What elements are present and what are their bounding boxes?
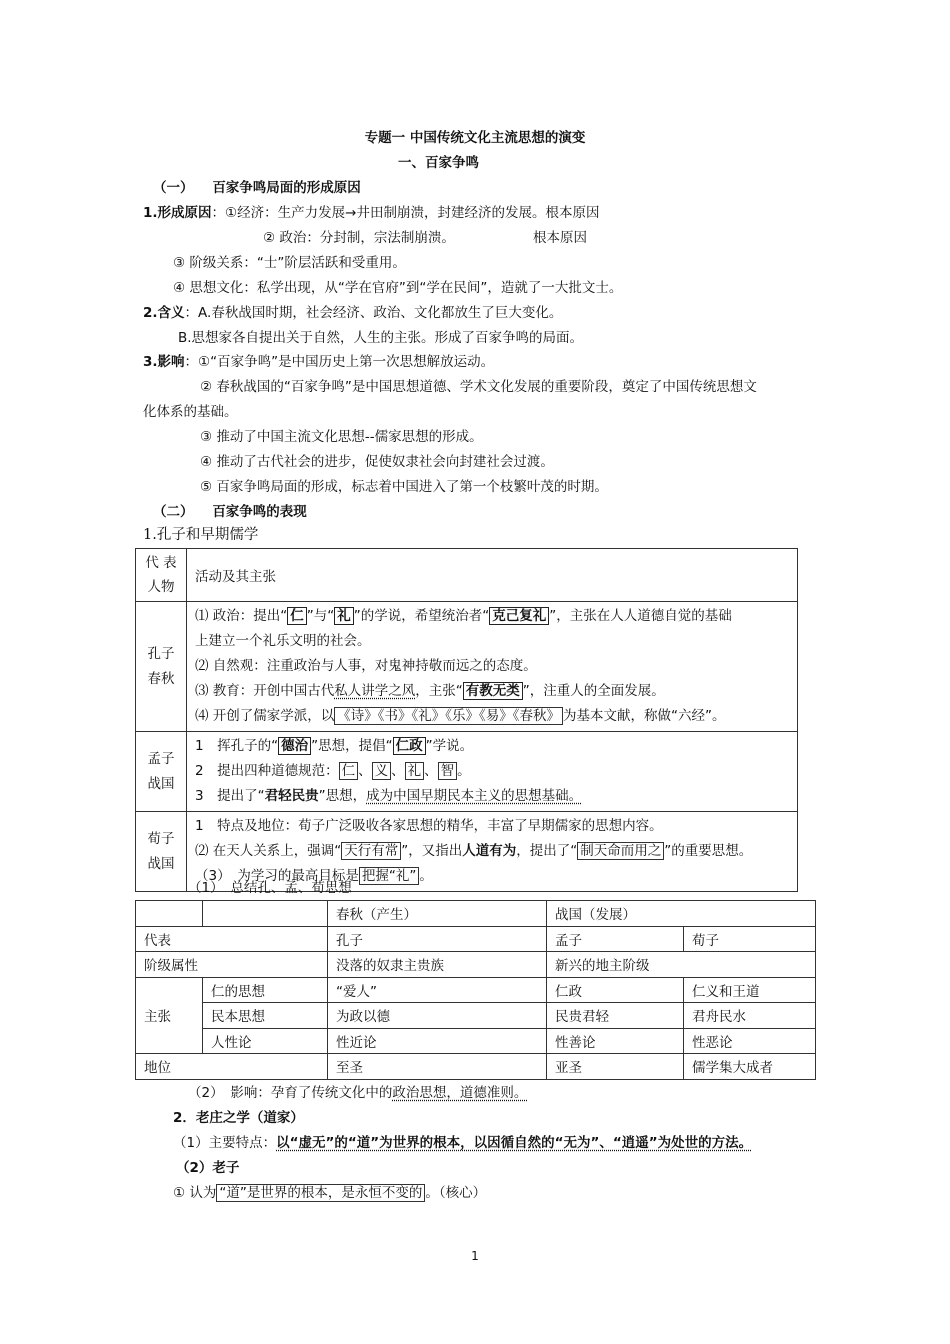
xunzi-line-2: ⑵ 在天人关系上，强调“ 天行有常 ”，又指出人道有为，提出了“ 制天命而用之 ”的重要思想。 <box>195 843 753 859</box>
row-label-nature: 人性论 <box>203 1028 328 1054</box>
reasons-line-1: 1.形成原因：①经济：生产力发展→井田制崩溃，封建经济的发展。根本原因 <box>143 205 600 221</box>
kongzi-line-4: ⑶ 教育：开创中国古代私人讲学之风，主张“ 有教无类 ”，注重人的全面发展。 <box>195 683 665 699</box>
mengzi-line-2: 2 提出四种道德规范： 仁 、 义 、 礼 、 智 。 <box>195 763 471 779</box>
kongzi-name: 孔子春秋 <box>136 602 187 732</box>
meaning-line-1: 2.含义：A.春秋战国时期，社会经济、政治、文化都放生了巨大变化。 <box>143 305 563 321</box>
laozhuang-heading: 2．老庄之学（道家） <box>173 1110 304 1126</box>
section-heading: 一、百家争鸣 <box>398 155 479 171</box>
summary-table <box>135 900 816 1080</box>
laozhuang-features: （1）主要特点：以“虚无”的“道”为世界的根本，以因循自然的“无为”、“逍遥”为处世的方法。 <box>173 1135 753 1151</box>
cell-nature-xunzi: 性恶论 <box>684 1028 816 1054</box>
cell-class-spring: 没落的奴隶主贵族 <box>328 952 547 978</box>
mengzi-content <box>187 732 798 812</box>
xunzi-line-1: 1 特点及地位：荀子广泛吸收各家思想的精华，丰富了早期儒家的思想内容。 <box>195 818 663 834</box>
page-title: 专题一 中国传统文化主流思想的演变 <box>364 130 586 146</box>
mengzi-name: 孟子战国 <box>136 732 187 812</box>
impact-line-5: ⑤ 百家争鸣局面的形成，标志着中国进入了第一个枝繁叶茂的时期。 <box>200 479 608 495</box>
laozi-heading: （2）老子 <box>176 1160 240 1176</box>
row-label-representative: 代表 <box>136 926 328 952</box>
cell-minben-mengzi: 民贵君轻 <box>547 1003 684 1029</box>
cell-xunzi: 荀子 <box>684 926 816 952</box>
impact-line-1: 3.影响：①“百家争鸣”是中国历史上第一次思想解放运动。 <box>143 354 495 370</box>
laozi-line-1: ① 认为 “道”是世界的根本，是永恒不变的 。（核心） <box>173 1185 487 1201</box>
reasons-line-4: ④ 思想文化：私学出现，从“学在官府”到“学在民间”，造就了一大批文士。 <box>173 280 623 296</box>
kongzi-content <box>187 602 798 732</box>
cell-status-mengzi: 亚圣 <box>547 1054 684 1080</box>
cell-minben-xunzi: 君舟民水 <box>684 1003 816 1029</box>
header-activities: 活动及其主张 <box>187 549 798 602</box>
confucian-table <box>135 548 798 892</box>
cell-mengzi: 孟子 <box>547 926 684 952</box>
summary-heading: （1） 总结孔、孟、荀思想 <box>188 880 352 896</box>
cell-status-kongzi: 至圣 <box>328 1054 547 1080</box>
impact-line-3: ③ 推动了中国主流文化思想--儒家思想的形成。 <box>200 429 483 445</box>
xunzi-name: 荀子战国 <box>136 812 187 892</box>
kongzi-line-1: ⑴ 政治：提出“ 仁 ”与“ 礼 ”的学说，希望统治者“ 克己复礼 ”，主张在人人道德自觉的基础 <box>195 608 732 624</box>
sub-heading-2: （二） 百家争鸣的表现 <box>153 504 307 520</box>
kongzi-line-3: ⑵ 自然观：注重政治与人事，对鬼神持敬而远之的态度。 <box>195 658 537 674</box>
meaning-line-2: B.思想家各自提出关于自然，人生的主张。形成了百家争鸣的局面。 <box>178 330 584 346</box>
cell-minben-kongzi: 为政以德 <box>328 1003 547 1029</box>
row-label-class: 阶级属性 <box>136 952 328 978</box>
impact-line-2a: ② 春秋战国的“百家争鸣”是中国思想道德、学术文化发展的重要阶段，奠定了中国传统思想文 <box>200 379 757 395</box>
cell-class-warring: 新兴的地主阶级 <box>547 952 816 978</box>
row-label-ren: 仁的思想 <box>203 977 328 1003</box>
page-number: 1 <box>471 1249 479 1263</box>
sub-heading-1: （一） 百家争鸣局面的形成原因 <box>153 180 361 196</box>
kongzi-line-2: 上建立一个礼乐文明的社会。 <box>195 633 371 649</box>
reasons-line-3: ③ 阶级关系：“士”阶层活跃和受重用。 <box>173 255 406 271</box>
xunzi-line-3: （3） 为学习的最高目标是 把握“礼” 。 <box>195 868 433 884</box>
confucius-heading: 1.孔子和早期儒学 <box>143 527 259 543</box>
header-representative: 代 表人物 <box>136 549 187 602</box>
cell-nature-kongzi: 性近论 <box>328 1028 547 1054</box>
cell-nature-mengzi: 性善论 <box>547 1028 684 1054</box>
row-label-minben: 民本思想 <box>203 1003 328 1029</box>
reasons-line-2: ② 政治：分封制，宗法制崩溃。 根本原因 <box>263 230 587 246</box>
impact-2: （2） 影响：孕育了传统文化中的政治思想，道德准则。 <box>188 1085 528 1101</box>
kongzi-line-5: ⑷ 开创了儒家学派，以 《诗》《书》《礼》《乐》《易》《春秋》 为基本文献，称做“六经”。 <box>195 708 726 724</box>
row-label-status: 地位 <box>136 1054 328 1080</box>
mengzi-line-1: 1 挥孔子的“ 德治 ”思想，提倡“ 仁政 ”学说。 <box>195 738 474 754</box>
header-warring-states: 战国（发展） <box>547 901 816 927</box>
cell-kongzi: 孔子 <box>328 926 547 952</box>
mengzi-line-3: 3 提出了“君轻民贵”思想，成为中国早期民本主义的思想基础。 <box>195 788 583 804</box>
impact-line-4: ④ 推动了古代社会的进步，促使奴隶社会向封建社会过渡。 <box>200 454 554 470</box>
cell-ren-mengzi: 仁政 <box>547 977 684 1003</box>
cell-status-xunzi: 儒学集大成者 <box>684 1054 816 1080</box>
header-spring-autumn: 春秋（产生） <box>328 901 547 927</box>
cell-ren-xunzi: 仁义和王道 <box>684 977 816 1003</box>
cell-ren-kongzi: “爱人” <box>328 977 547 1003</box>
row-label-claims: 主张 <box>136 977 203 1054</box>
impact-line-2b: 化体系的基础。 <box>143 404 238 420</box>
